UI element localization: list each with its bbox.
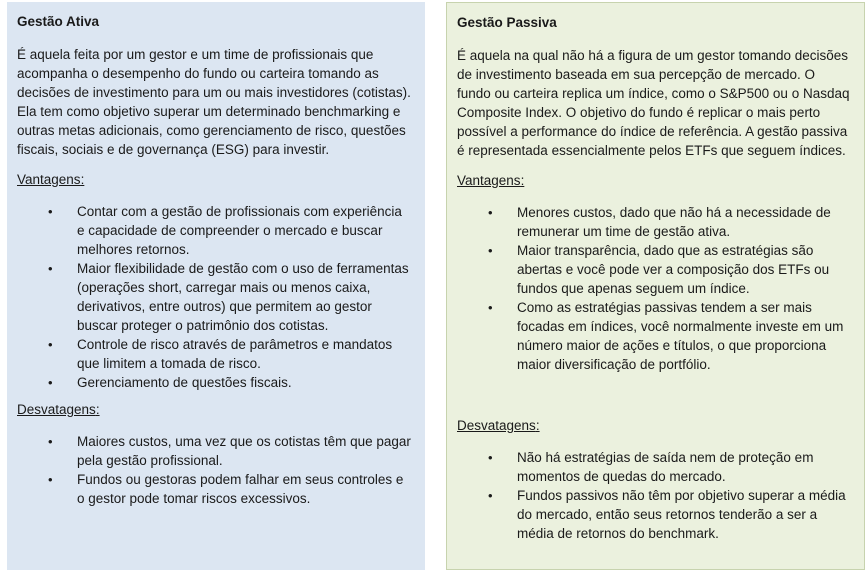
list-item: • Não há estratégias de saída nem de proteção em momentos de quedas do mercado.: [457, 448, 852, 486]
gestao-passiva-panel: [446, 2, 865, 570]
ativa-desvantagens-label: Desvatagens:: [17, 402, 100, 417]
list-item: • Fundos passivos não têm por objetivo superar a média do mercado, então seus retornos tenderão a ser a média de retornos do benchmark.: [457, 486, 852, 543]
list-item: • Gerenciamento de questões fiscais.: [17, 373, 413, 392]
ativa-vantagens-list: [17, 202, 413, 392]
passiva-desvantagens-label: Desvatagens:: [457, 418, 540, 433]
list-item: • Maiores custos, uma vez que os cotistas têm que pagar pela gestão profissional.: [17, 432, 413, 470]
passiva-vantagens-label: Vantagens:: [457, 173, 525, 188]
ativa-desvantagens-list: [17, 432, 413, 508]
ativa-vantagens-label: Vantagens:: [17, 172, 85, 187]
spacer: [457, 382, 852, 416]
passiva-title: Gestão Passiva: [457, 15, 557, 30]
passiva-vantagens-list: [457, 203, 852, 374]
ativa-title: Gestão Ativa: [17, 14, 100, 29]
list-item: • Contar com a gestão de profissionais com experiência e capacidade de compreender o mercado e buscar melhores retornos.: [17, 202, 413, 259]
list-item: • Controle de risco através de parâmetros e mandatos que limitem a tomada de risco.: [17, 335, 413, 373]
list-item: • Fundos ou gestoras podem falhar em seus controles e o gestor pode tomar riscos excessivos.: [17, 470, 413, 508]
passiva-intro: É aquela na qual não há a figura de um gestor tomando decisões de investimento baseada em sua percepção de mercado. O fundo ou carteira replica um índice, como o S&P500 ou o Nasdaq Composite Index. O objetivo do fundo é replicar o mais perto possível a performance do índice de referência. A gestão passiva é representada essencialmente pelos ETFs que seguem índices.: [457, 48, 850, 158]
list-item: • Maior transparência, dado que as estratégias são abertas e você pode ver a composição dos ETFs ou fundos que apenas seguem um índice.: [457, 241, 852, 298]
passiva-desvantagens-list: [457, 448, 852, 543]
ativa-intro: É aquela feita por um gestor e um time de profissionais que acompanha o desempenho do fundo ou carteira tomando as decisões de investimento para um ou mais investidores (cotistas). Ela tem como objetivo superar um determinado benchmarking e outras metas adicionais, como gerenciamento de risco, questões fiscais, sociais e de governança (ESG) para investir.: [17, 47, 411, 157]
list-item: • Maior flexibilidade de gestão com o uso de ferramentas (operações short, carregar mais ou menos caixa, derivativos, entre outros) que permitem ao gestor buscar proteger o patrimônio dos cotistas.: [17, 259, 413, 335]
list-item: • Menores custos, dado que não há a necessidade de remunerar um time de gestão ativa.: [457, 203, 852, 241]
list-item: • Como as estratégias passivas tendem a ser mais focadas em índices, você normalmente investe em um número maior de ações e títulos, o que proporciona maior diversificação de portfólio.: [457, 298, 852, 374]
gestao-ativa-panel: [7, 2, 425, 570]
